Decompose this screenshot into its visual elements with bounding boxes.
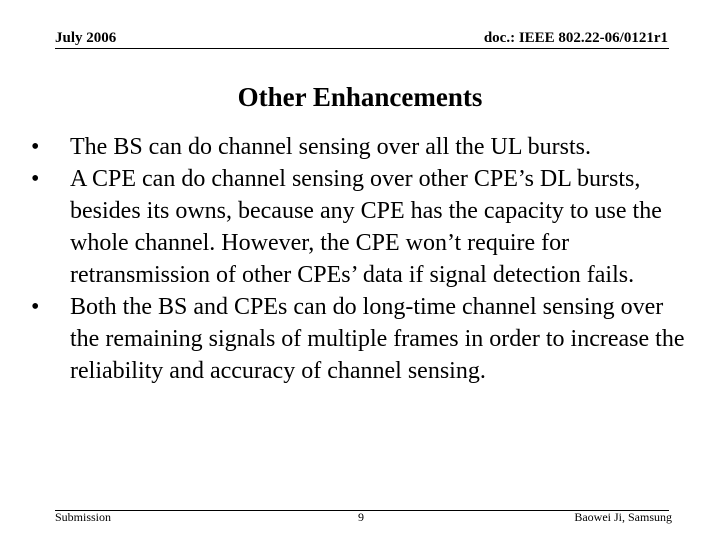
bullet-item <box>25 163 693 291</box>
bullet-item <box>25 291 693 387</box>
footer-page-number: 9 <box>358 510 364 524</box>
bullet-icon: • <box>31 166 40 192</box>
footer-submission: Submission <box>55 510 112 524</box>
bullet-text: The BS can do channel sensing over all the UL bursts. <box>70 134 591 160</box>
slide-title: Other Enhancements <box>237 82 483 112</box>
header-doc-id: doc.: IEEE 802.22-06/0121r1 <box>483 30 668 46</box>
bullet-icon: • <box>31 294 40 320</box>
bullet-text: A CPE can do channel sensing over other CPE’s DL bursts, besides its owns, because any CPE has the capacity to use the whole channel. However, the CPE won’t require for retransmission of other CPEs’ data if signal detection fails. <box>70 166 662 288</box>
header-divider <box>55 48 669 49</box>
bullet-text: Both the BS and CPEs can do long-time channel sensing over the remaining signals of multiple frames in order to increase the reliability and accuracy of channel sensing. <box>70 294 685 384</box>
footer-author: Baowei Ji, Samsung <box>574 510 672 524</box>
header-date: July 2006 <box>55 30 117 46</box>
bullet-item <box>25 131 693 163</box>
bullet-icon: • <box>31 134 40 160</box>
bullet-list <box>25 131 693 387</box>
